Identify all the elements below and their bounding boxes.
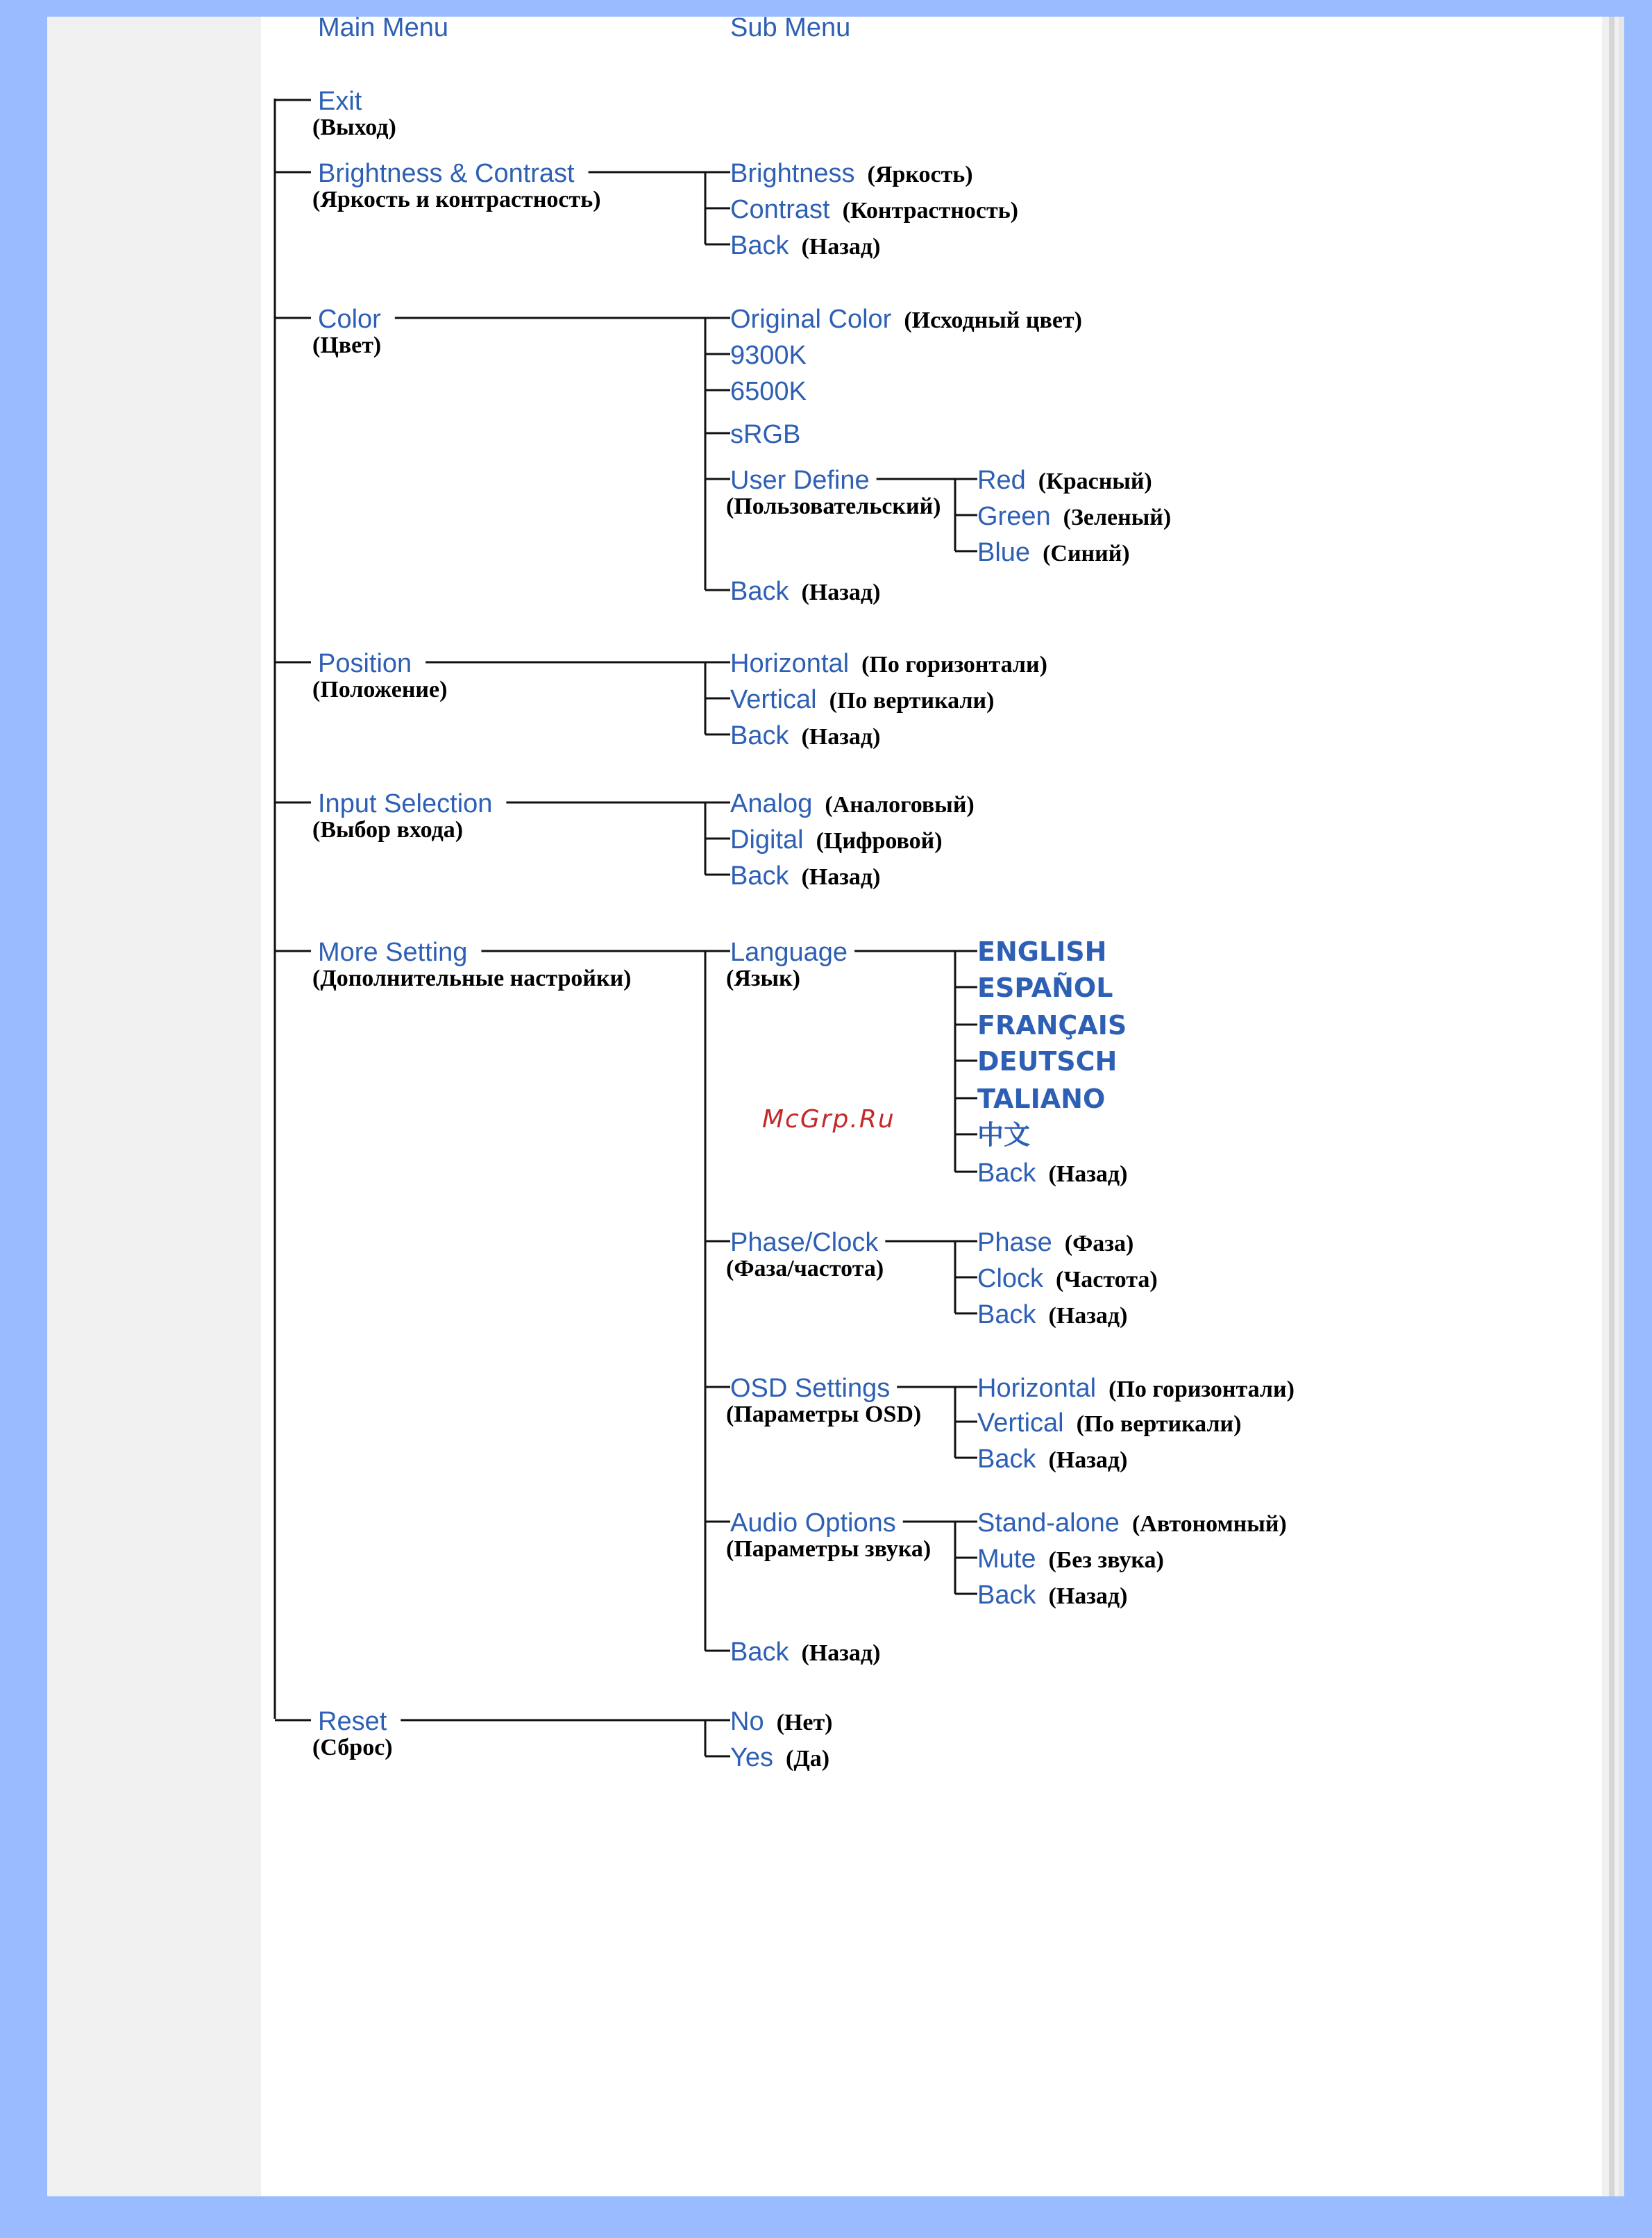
option-vertical-ru: (По вертикали): [1076, 1411, 1242, 1437]
sub-item-audio-options[interactable]: Audio Options: [730, 1508, 896, 1538]
sub-item-digital[interactable]: Digital: [730, 825, 804, 855]
sub-item-yes[interactable]: Yes: [730, 1743, 773, 1772]
option-green[interactable]: Green: [977, 502, 1051, 531]
option-blue[interactable]: Blue: [977, 538, 1031, 567]
sub-item-back[interactable]: Back: [730, 861, 789, 891]
option-taliano[interactable]: TALIANO: [977, 1084, 1106, 1114]
sub-item-no-ru: (Нет): [776, 1710, 833, 1735]
option-fran-ais[interactable]: FRANÇAIS: [977, 1010, 1127, 1041]
sub-item-back[interactable]: Back: [730, 1638, 789, 1667]
main-item-more-setting[interactable]: More Setting: [318, 938, 468, 967]
option-back[interactable]: Back: [977, 1300, 1036, 1329]
sub-item-back[interactable]: Back: [730, 721, 789, 750]
sub-menu-header: Sub Menu: [730, 13, 851, 42]
main-item-color[interactable]: Color: [318, 305, 381, 334]
option-phase-ru: (Фаза): [1064, 1231, 1134, 1256]
sub-item-vertical[interactable]: Vertical: [730, 685, 817, 714]
option-red-ru: (Красный): [1038, 469, 1152, 494]
sub-item-osd-settings-ru: (Параметры OSD): [726, 1402, 922, 1427]
option-clock-ru: (Частота): [1056, 1267, 1158, 1293]
option-mute[interactable]: Mute: [977, 1545, 1036, 1574]
option-horizontal-ru: (По горизонтали): [1109, 1377, 1295, 1402]
sub-item-contrast-ru: (Контрастность): [842, 198, 1018, 224]
sub-item-audio-options-ru: (Параметры звука): [726, 1536, 932, 1562]
watermark: McGrp.Ru: [762, 1105, 895, 1134]
main-item-input-selection-ru: (Выбор входа): [312, 817, 464, 843]
sub-item-horizontal[interactable]: Horizontal: [730, 649, 850, 678]
option-stand-alone-ru: (Автономный): [1131, 1511, 1287, 1537]
option-back[interactable]: Back: [977, 1159, 1036, 1188]
main-item-more-setting-ru: (Дополнительные настройки): [312, 966, 632, 991]
main-item-color-ru: (Цвет): [312, 333, 382, 358]
option-english[interactable]: ENGLISH: [977, 936, 1107, 967]
sub-item-back-ru: (Назад): [801, 724, 881, 750]
option-back-ru: (Назад): [1048, 1161, 1128, 1187]
main-item-reset[interactable]: Reset: [318, 1707, 387, 1736]
main-item-exit[interactable]: Exit: [318, 87, 362, 116]
main-item-exit-ru: (Выход): [312, 115, 396, 140]
sub-item-srgb[interactable]: sRGB: [730, 420, 801, 449]
option-back-ru: (Назад): [1048, 1583, 1128, 1609]
option-green-ru: (Зеленый): [1063, 505, 1172, 530]
option-espa-ol[interactable]: ESPAÑOL: [977, 973, 1113, 1003]
option-stand-alone[interactable]: Stand-alone: [977, 1508, 1120, 1538]
sub-item-back-ru: (Назад): [801, 234, 881, 260]
option-mute-ru: (Без звука): [1048, 1547, 1164, 1573]
sub-item-user-define[interactable]: User Define: [730, 466, 870, 495]
option-back[interactable]: Back: [977, 1445, 1036, 1474]
sub-item-back-ru: (Назад): [801, 580, 881, 605]
option-item[interactable]: 中文: [977, 1120, 1031, 1150]
main-item-input-selection[interactable]: Input Selection: [318, 789, 493, 818]
sub-item-back-ru: (Назад): [801, 1640, 881, 1666]
main-item-brightness-contrast-ru: (Яркость и контрастность): [312, 187, 601, 212]
sub-item-contrast[interactable]: Contrast: [730, 195, 830, 224]
main-menu-header: Main Menu: [318, 13, 448, 42]
sub-item-horizontal-ru: (По горизонтали): [861, 652, 1047, 678]
sub-item-language[interactable]: Language: [730, 938, 848, 967]
sub-item-6500k[interactable]: 6500K: [730, 377, 807, 406]
sub-item-analog[interactable]: Analog: [730, 789, 813, 818]
sub-item-phase-clock-ru: (Фаза/частота): [726, 1256, 884, 1281]
sub-item-9300k[interactable]: 9300K: [730, 341, 807, 370]
option-clock[interactable]: Clock: [977, 1264, 1044, 1293]
option-back-ru: (Назад): [1048, 1447, 1128, 1473]
sub-item-language-ru: (Язык): [726, 966, 800, 991]
sub-item-original-color[interactable]: Original Color: [730, 305, 892, 334]
sub-item-brightness-ru: (Яркость): [867, 162, 973, 187]
sub-item-back[interactable]: Back: [730, 231, 789, 260]
sub-item-no[interactable]: No: [730, 1707, 764, 1736]
sub-item-yes-ru: (Да): [786, 1746, 830, 1772]
sub-item-analog-ru: (Аналоговый): [825, 792, 975, 818]
sub-item-back-ru: (Назад): [801, 864, 881, 890]
option-back-ru: (Назад): [1048, 1303, 1128, 1329]
sub-item-original-color-ru: (Исходный цвет): [904, 308, 1082, 333]
main-item-brightness-contrast[interactable]: Brightness & Contrast: [318, 159, 575, 188]
sub-item-osd-settings[interactable]: OSD Settings: [730, 1374, 891, 1403]
sub-item-digital-ru: (Цифровой): [816, 828, 943, 854]
option-back[interactable]: Back: [977, 1581, 1036, 1610]
option-phase[interactable]: Phase: [977, 1228, 1052, 1257]
sub-item-phase-clock[interactable]: Phase/Clock: [730, 1228, 879, 1257]
sub-item-brightness[interactable]: Brightness: [730, 159, 855, 188]
sub-item-vertical-ru: (По вертикали): [829, 688, 995, 714]
tree-labels: [312, 87, 1295, 1772]
option-deutsch[interactable]: DEUTSCH: [977, 1046, 1118, 1077]
sub-item-back[interactable]: Back: [730, 577, 789, 606]
main-item-position-ru: (Положение): [312, 677, 448, 702]
option-vertical[interactable]: Vertical: [977, 1408, 1064, 1438]
option-red[interactable]: Red: [977, 466, 1026, 495]
main-item-reset-ru: (Сброс): [312, 1735, 393, 1760]
option-blue-ru: (Синий): [1043, 541, 1130, 566]
option-horizontal[interactable]: Horizontal: [977, 1374, 1097, 1403]
main-item-position[interactable]: Position: [318, 649, 412, 678]
sub-item-user-define-ru: (Пользовательский): [726, 494, 941, 519]
